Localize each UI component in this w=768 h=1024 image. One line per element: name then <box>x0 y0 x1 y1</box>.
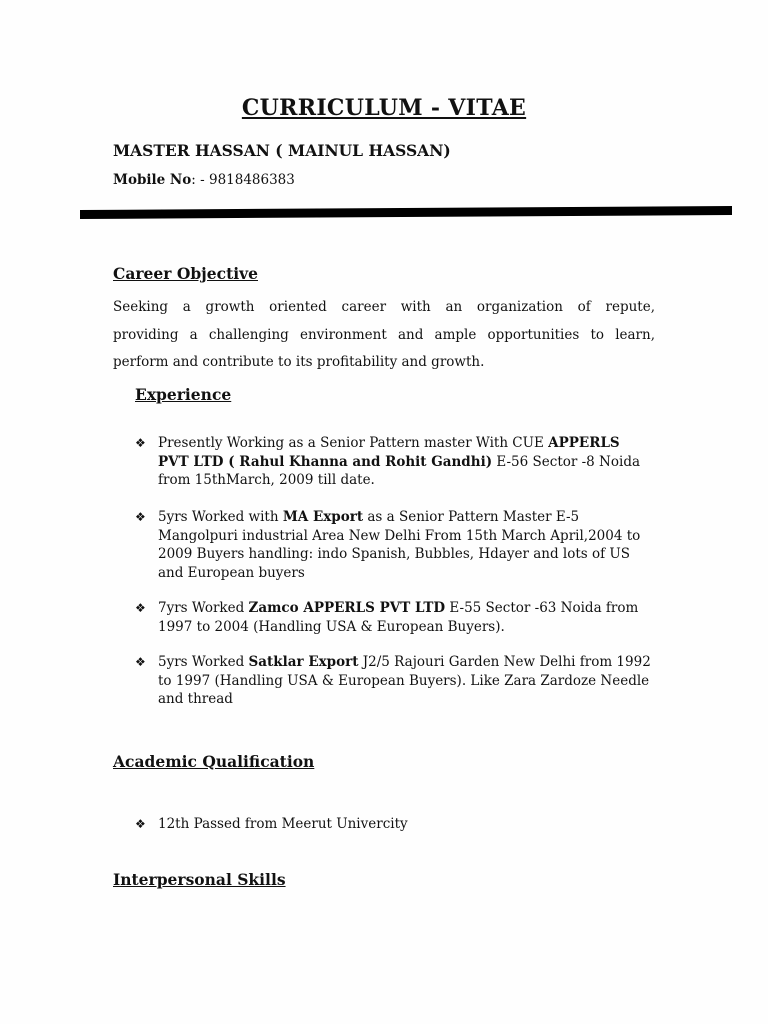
diamond-bullet-icon: ❖ <box>135 601 146 615</box>
experience-item <box>135 653 655 709</box>
experience-text-part: as a Senior Pattern Master E-5 Mangolpuri industrial Area New Delhi From 15th March April,2004 to 2009 Buyers handling: indo Spanish, Bubbles, Hdayer and lots of US and European buyers <box>158 509 641 581</box>
experience-item-text <box>158 434 655 490</box>
employer-name: Zamco APPERLS PVT LTD <box>248 600 446 616</box>
employer-name: Satklar Export <box>248 654 359 670</box>
experience-text-part: 5yrs Worked with <box>158 509 283 525</box>
experience-text-part: E-56 Sector -8 Noida from 15thMarch, 2009 till date. <box>158 453 641 488</box>
diamond-bullet-icon: ❖ <box>135 655 146 669</box>
experience-heading: Experience <box>135 385 232 404</box>
candidate-name: MASTER HASSAN ( MAINUL HASSAN) <box>113 141 451 160</box>
experience-text-part: Presently Working as a Senior Pattern master With CUE <box>158 435 549 451</box>
employer-name: APPERLS PVT LTD ( Rahul Khanna and Rohit Gandhi) <box>158 435 620 470</box>
interpersonal-skills-heading: Interpersonal Skills <box>113 870 286 889</box>
experience-item-text <box>158 508 655 582</box>
diamond-bullet-icon: ❖ <box>135 436 146 450</box>
experience-text-part: E-55 Sector -63 Noida from 1997 to 2004 (Handling USA & European Buyers). <box>158 600 639 635</box>
experience-text-part: J2/5 Rajouri Garden New Delhi from 1992 to 1997 (Handling USA & European Buyers). Like Zara Zardoze Needle and thread <box>158 654 651 707</box>
mobile-number-line <box>113 172 295 188</box>
academic-item-text: 12th Passed from Meerut Univercity <box>158 816 408 832</box>
diamond-bullet-icon: ❖ <box>135 817 146 831</box>
header-divider <box>80 206 732 219</box>
diamond-bullet-icon: ❖ <box>135 510 146 524</box>
career-objective-text <box>113 294 655 377</box>
experience-item <box>135 508 655 582</box>
objective-line: providing a challenging environment and ample opportunities to learn, <box>113 326 655 343</box>
academic-qualification-heading: Academic Qualification <box>113 752 315 771</box>
experience-item-text <box>158 599 655 636</box>
mobile-label: Mobile No <box>113 172 192 188</box>
experience-text-part: 5yrs Worked <box>158 654 249 670</box>
experience-text-part: 7yrs Worked <box>158 600 249 616</box>
career-objective-heading: Career Objective <box>113 264 258 283</box>
mobile-value: : - 9818486383 <box>191 172 295 188</box>
experience-item <box>135 434 655 490</box>
experience-item <box>135 599 655 636</box>
objective-line: Seeking a growth oriented career with an organization of repute, <box>113 299 655 315</box>
experience-item-text <box>158 653 655 709</box>
employer-name: MA Export <box>282 509 364 525</box>
academic-item <box>135 815 655 834</box>
objective-line: perform and contribute to its profitability and growth. <box>113 354 485 370</box>
document-title: CURRICULUM - VITAE <box>241 95 527 121</box>
